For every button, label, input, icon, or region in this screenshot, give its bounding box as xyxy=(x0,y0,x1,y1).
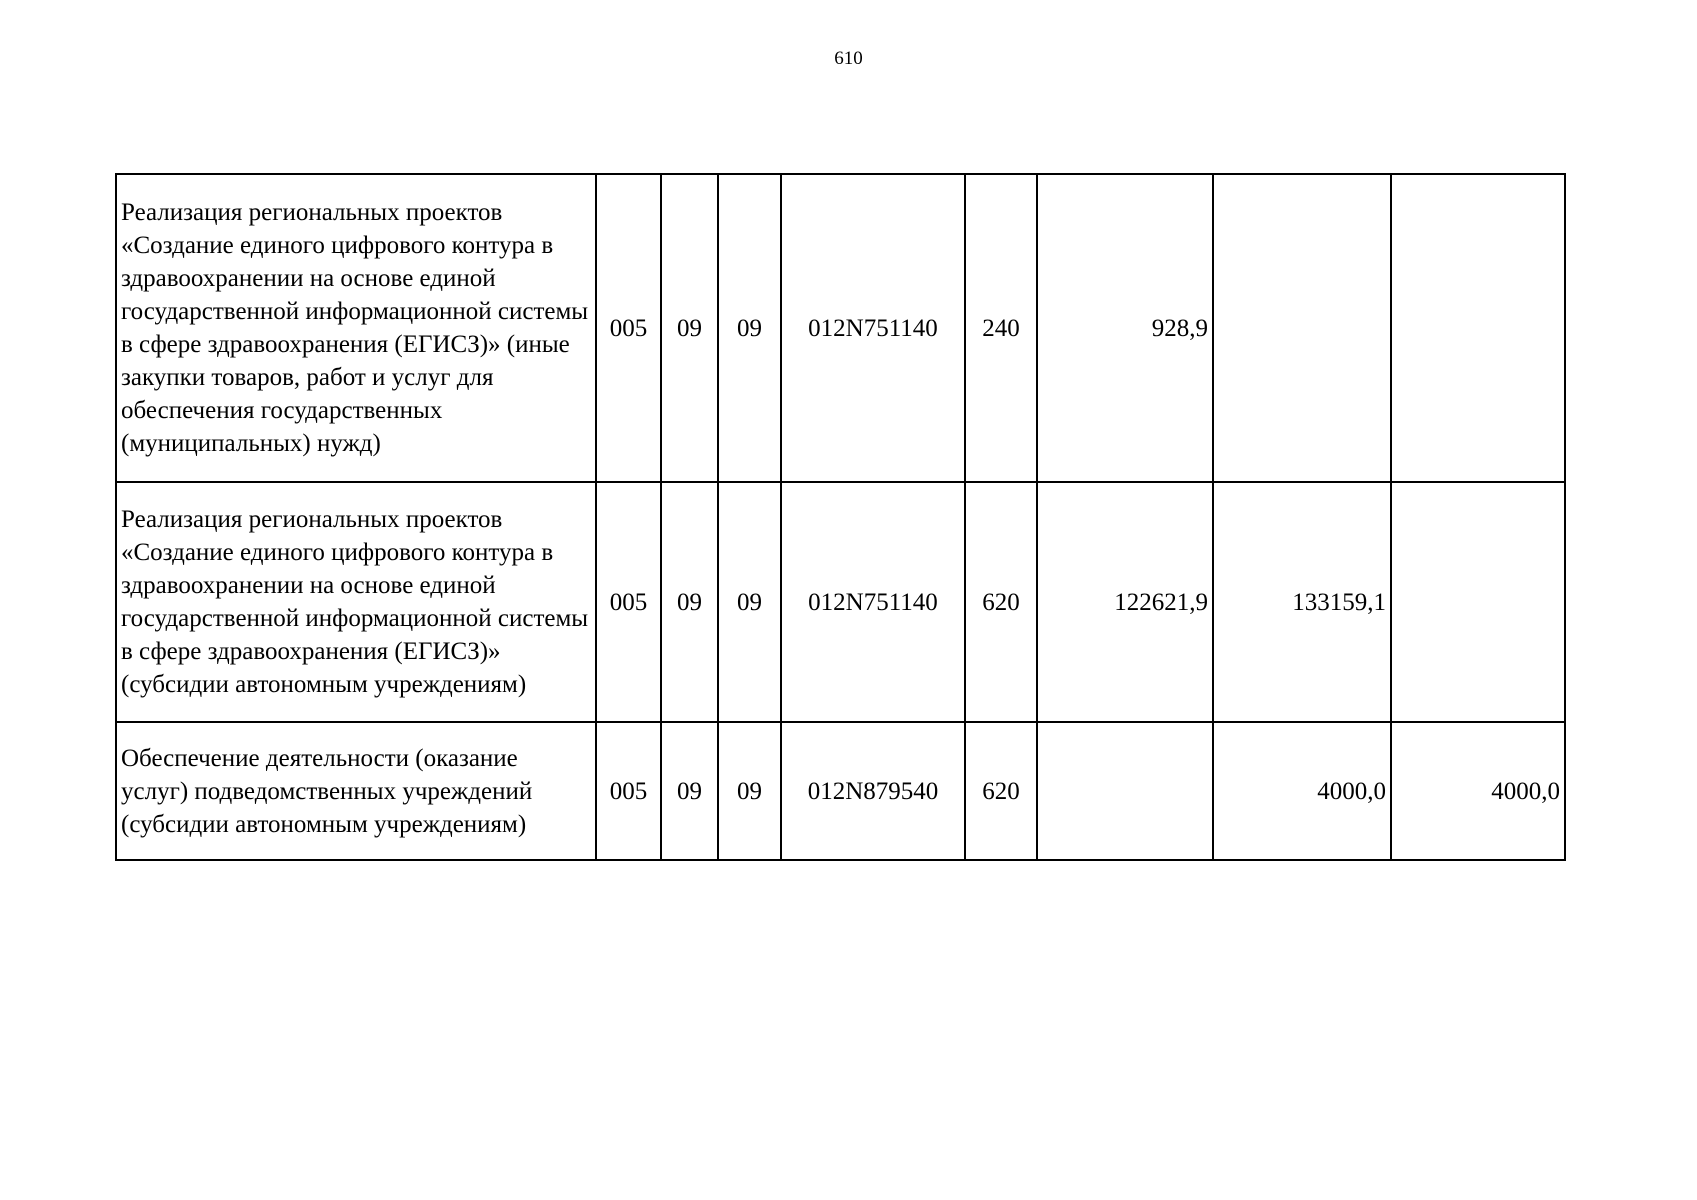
amount-year-2 xyxy=(1213,174,1391,482)
row-description: Реализация региональных проектов «Создание единого цифрового контура в здравоохранении на основе единой государственной информационной системы в сфере здравоохранения (ЕГИСЗ)» (субсидии автономным учреждениям) xyxy=(116,482,596,722)
table-row xyxy=(116,722,1565,860)
amount-year-1: 928,9 xyxy=(1037,174,1213,482)
expense-type-code: 620 xyxy=(965,482,1037,722)
amount-year-3 xyxy=(1391,174,1565,482)
expense-type-code: 620 xyxy=(965,722,1037,860)
section-code: 09 xyxy=(661,174,718,482)
section-code: 09 xyxy=(661,482,718,722)
table-row xyxy=(116,482,1565,722)
ministry-code: 005 xyxy=(596,722,661,860)
table-row xyxy=(116,174,1565,482)
subsection-code: 09 xyxy=(718,722,781,860)
amount-year-1 xyxy=(1037,722,1213,860)
target-article-code: 012N751140 xyxy=(781,174,965,482)
row-description: Реализация региональных проектов «Создание единого цифрового контура в здравоохранении на основе единой государственной информационной системы в сфере здравоохранения (ЕГИСЗ)» (иные закупки товаров, работ и услуг для обеспечения государственных (муниципальных) нужд) xyxy=(116,174,596,482)
page-number: 610 xyxy=(834,48,863,69)
row-description: Обеспечение деятельности (оказание услуг) подведомственных учреждений (субсидии автономным учреждениям) xyxy=(116,722,596,860)
ministry-code: 005 xyxy=(596,174,661,482)
budget-table xyxy=(115,173,1566,861)
subsection-code: 09 xyxy=(718,174,781,482)
section-code: 09 xyxy=(661,722,718,860)
amount-year-3 xyxy=(1391,482,1565,722)
amount-year-2: 4000,0 xyxy=(1213,722,1391,860)
subsection-code: 09 xyxy=(718,482,781,722)
amount-year-2: 133159,1 xyxy=(1213,482,1391,722)
amount-year-1: 122621,9 xyxy=(1037,482,1213,722)
expense-type-code: 240 xyxy=(965,174,1037,482)
ministry-code: 005 xyxy=(596,482,661,722)
target-article-code: 012N751140 xyxy=(781,482,965,722)
amount-year-3: 4000,0 xyxy=(1391,722,1565,860)
target-article-code: 012N879540 xyxy=(781,722,965,860)
